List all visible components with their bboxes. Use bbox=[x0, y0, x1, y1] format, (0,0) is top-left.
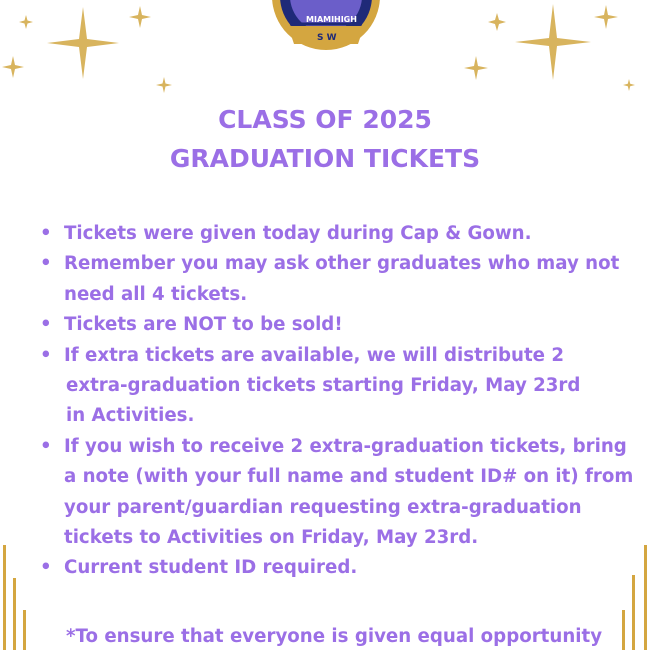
sparkle-icon bbox=[155, 76, 173, 94]
decorative-bar bbox=[622, 610, 625, 650]
bullet-text: • Tickets were given today during Cap & Gown. bbox=[64, 223, 532, 244]
decorative-bar bbox=[632, 575, 635, 650]
sparkle-icon bbox=[128, 5, 152, 29]
bullet-text: tickets to Activities on Friday, May 23rd. bbox=[64, 527, 479, 549]
decorative-bar bbox=[23, 610, 26, 650]
bullet-item bbox=[40, 310, 640, 340]
bullet-text: need all 4 tickets. bbox=[64, 283, 248, 305]
sparkle-icon bbox=[487, 12, 507, 32]
sparkle-icon bbox=[1, 55, 25, 79]
bullet-item bbox=[40, 432, 640, 554]
sparkle-icon bbox=[513, 2, 593, 82]
bullet-item bbox=[40, 219, 640, 249]
decorative-bar bbox=[644, 545, 647, 650]
bullet-text: • Current student ID required. bbox=[64, 557, 358, 579]
bullet-text: your parent/guardian requesting extra-graduation bbox=[64, 496, 582, 518]
bullet-text: • Remember you may ask other graduates who may not bbox=[64, 253, 620, 275]
info-bullet-list bbox=[40, 219, 640, 584]
bullet-text: • If you wish to receive 2 extra-graduation tickets, bring bbox=[64, 435, 627, 457]
bullet-item bbox=[40, 249, 640, 310]
title-line-2: GRADUATION TICKETS bbox=[169, 144, 481, 173]
bullet-text: in Activities. bbox=[66, 405, 195, 427]
decorative-bar bbox=[3, 545, 6, 650]
sparkle-icon bbox=[18, 14, 34, 30]
bullet-item bbox=[40, 553, 640, 583]
bullet-text: • If extra tickets are available, we will distribute 2 bbox=[64, 344, 564, 366]
crest-text-miami: MIAMI bbox=[306, 15, 335, 24]
school-crest bbox=[270, 0, 382, 52]
bullet-item bbox=[40, 341, 640, 432]
footnote-text: *To ensure that everyone is given equal opportunity bbox=[66, 626, 603, 647]
crest-text-high: HIGH bbox=[334, 15, 357, 24]
crest-text-sw: S W bbox=[317, 33, 337, 43]
bullet-text: extra-graduation tickets starting Friday, May 23rd bbox=[66, 375, 581, 397]
bullet-text: • Tickets are NOT to be sold! bbox=[64, 314, 343, 336]
sparkle-icon bbox=[593, 4, 619, 30]
sparkle-icon bbox=[463, 55, 489, 81]
title-line-1: CLASS OF 2025 bbox=[218, 105, 432, 134]
decorative-bar bbox=[13, 578, 16, 650]
sparkle-icon bbox=[45, 5, 121, 81]
sparkle-icon bbox=[622, 78, 636, 92]
bullet-text: a note (with your full name and student ID# on it) from bbox=[64, 466, 634, 488]
